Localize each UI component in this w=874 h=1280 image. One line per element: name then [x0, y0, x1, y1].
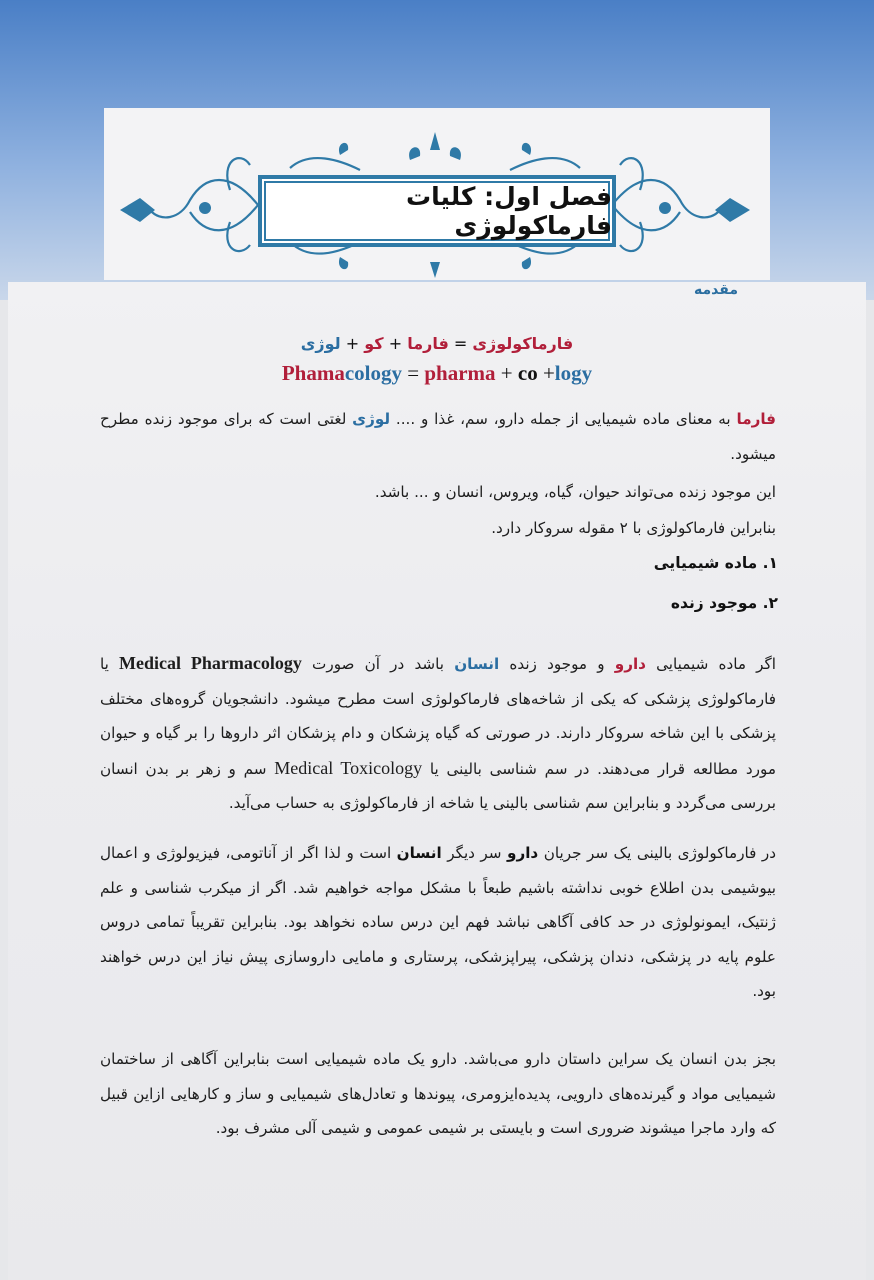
med-t2: و موجود زنده: [499, 655, 615, 673]
en-p2: co: [517, 361, 538, 385]
med-t4: یا فارماکولوژی پزشکی که یکی از شاخه‌های فارماکولوژی است مطرح میشود. دانشجویان گروه‌های مختلف پزشکی با این شاخه سروکار دارند. در صورتی که گیاه پزشکان و دام پزشکان اثر داروها را بر گیاه و حیوان مورد مطالعه قرار می‌دهند. در سم شناسی بالینی یا: [100, 655, 776, 778]
clin-t3: است و لذا اگر از آناتومی، فیزیولوژی و اعمال بیوشیمی بدن اطلاع خوبی نداشته باشیم طبعاً با مشکل مواجه خواهیم شد. اگر از میکرب شناسی و علم ژنتیک، ایمونولوژی در حد کافی آگاهی نباشد فهم این درس ساده نخواهد بود. بنابراین تقریباً تمامی دروس علوم پایه در پزشکی، دندان پزشکی، پیراپزشکی، پرستاری و مامایی داروسازی پیش نیاز این درس خواهند بود.: [100, 844, 776, 1000]
def-pharma: فارما: [736, 410, 776, 428]
med-t5: سم و زهر بر بدن انسان بررسی می‌گردد و بنابراین سم شناسی بالینی یا شاخه از فارماکولوژی به حساب می‌آید.: [100, 759, 776, 812]
eq-part2: کو: [364, 334, 384, 353]
en-w2: cology: [344, 361, 402, 385]
en-p1: pharma: [424, 361, 496, 385]
clin-ensan: انسان: [396, 844, 442, 862]
med-mp: Medical Pharmacology: [119, 653, 302, 673]
eq-plus2: +: [345, 334, 360, 353]
en-eq: =: [402, 361, 425, 385]
definition-paragraph: [100, 402, 776, 471]
list-item: ۲. موجود زنده: [670, 594, 778, 612]
list-item: ۱. ماده شیمیایی: [653, 554, 778, 572]
en-p3: logy: [554, 361, 593, 385]
eq-word: فارماکولوژی: [472, 334, 574, 353]
en-plus1: +: [495, 361, 518, 385]
living-line: این موجود زنده می‌تواند حیوان، گیاه، ویروس، انسان و ... باشد.: [374, 483, 776, 501]
eq-plus1: +: [388, 334, 403, 353]
final-paragraph: بجز بدن انسان یک سراین داستان دارو می‌باشد. دارو یک ماده شیمیایی است بنابراین آگاهی از ساختمان شیمیایی مواد و گیرنده‌های دارویی، پدیده‌ایزومری، پیوندها و تعادل‌های شیمیایی و ساز و کارهایی ازاین قبیل که وارد ماجرا میشوند ضروری است و بایستی بر شیمی عمومی و شیمی آلی مشرف بود.: [100, 1050, 776, 1137]
medical-paragraph: [100, 646, 776, 821]
def-text1: به معنای ماده شیمیایی از جمله دارو، سم، غذا و ....: [390, 410, 737, 428]
clin-t1: در فارماکولوژی بالینی یک سر جریان: [538, 844, 776, 862]
eq-equals: =: [453, 334, 468, 353]
clin-t2: سر دیگر: [441, 844, 508, 862]
therefore-line: بنابراین فارماکولوژی با ۲ مقوله سروکار دارد.: [491, 519, 776, 537]
equation-persian: [0, 334, 874, 353]
med-daru: دارو: [614, 655, 646, 673]
def-logy: لوژی: [352, 410, 391, 428]
en-plus2: +: [537, 361, 555, 385]
med-mt: Medical Toxicology: [274, 757, 423, 778]
def-text2: لغتی است که برای موجود زنده مطرح میشود.: [100, 410, 776, 463]
en-w1: Phama: [281, 361, 345, 385]
equation-english: [0, 361, 874, 386]
med-ensan: انسان: [454, 655, 500, 673]
section-heading: مقدمه: [694, 282, 738, 298]
eq-part3: لوژی: [300, 334, 341, 353]
chapter-title-frame: [258, 175, 616, 247]
clin-daru: دارو: [507, 844, 539, 862]
chapter-title: فصل اول: کلیات فارماکولوژی: [406, 182, 612, 240]
med-t3: باشد در آن صورت: [301, 655, 455, 673]
clinical-paragraph: [100, 836, 776, 1009]
eq-part1: فارما: [407, 334, 449, 353]
med-t1: اگر ماده شیمیایی: [645, 655, 776, 673]
